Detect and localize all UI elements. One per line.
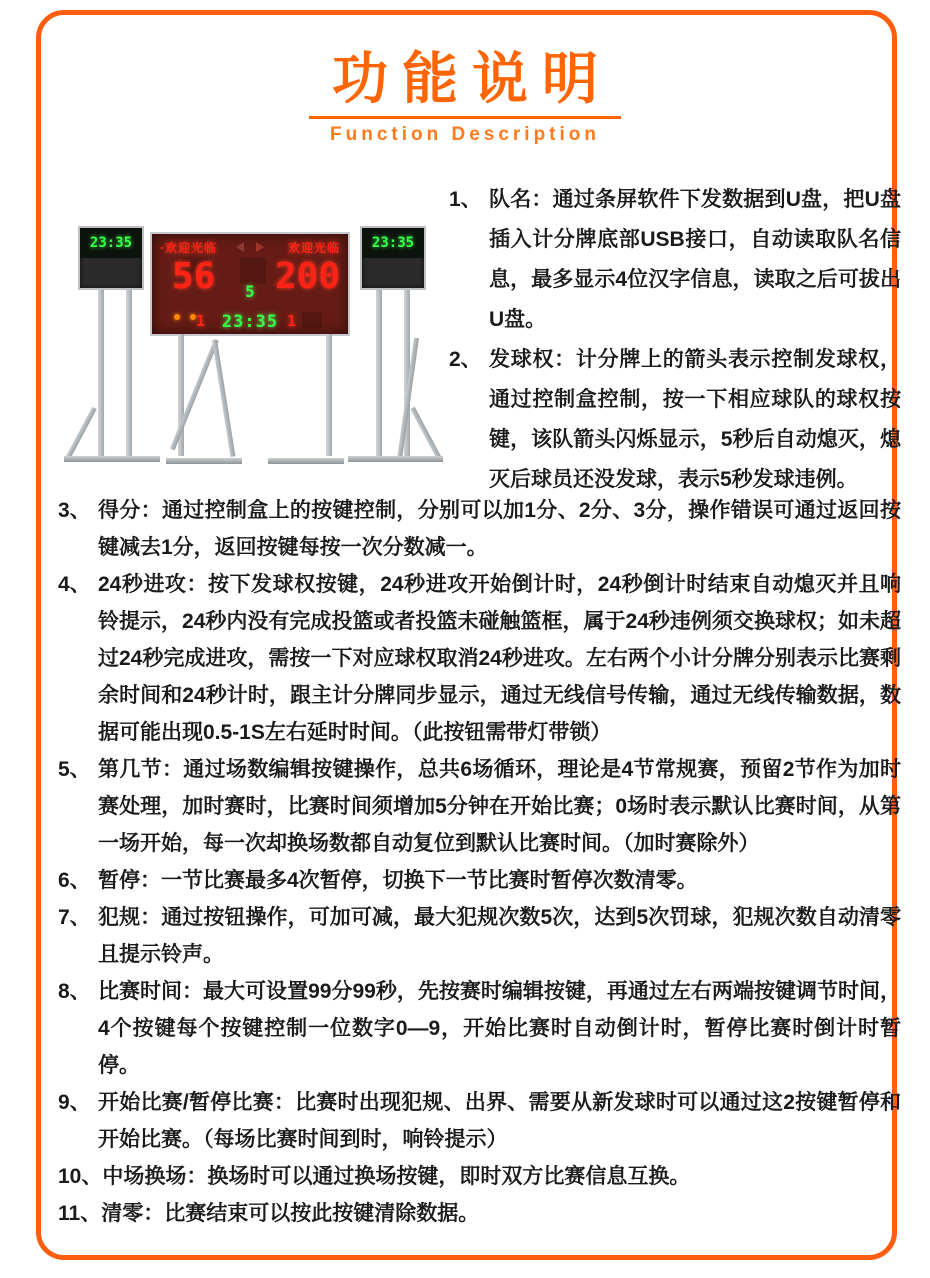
function-item-10: [58, 1158, 901, 1195]
function-list-full-column: [58, 492, 901, 1232]
stand-foot: [166, 458, 242, 464]
serve-arrow-left-icon: [236, 242, 244, 252]
unlit-module: [302, 312, 322, 328]
item-text: 清零：比赛结束可以按此按键清除数据。: [101, 1202, 480, 1225]
page-subtitle: Function Description: [330, 123, 600, 145]
stand-post: [98, 290, 104, 456]
item-number: 2、: [449, 348, 482, 371]
item-text: 发球权：计分牌上的箭头表示控制发球权，通过控制盒控制，按一下相应球队的球权按键，该队箭头闪烁显示，5秒后自动熄灭，熄灭后球员还没发球，表示5秒发球违例。: [489, 348, 901, 491]
right-aux-display: [360, 226, 426, 290]
left-aux-time: 23:35: [80, 228, 142, 258]
function-item-5: [58, 751, 901, 862]
main-scoreboard: [150, 232, 350, 336]
item-text: 中场换场：换场时可以通过换场按键，即时双方比赛信息互换。: [102, 1165, 691, 1188]
stand-brace: [410, 407, 443, 462]
function-item-7: [58, 899, 901, 973]
item-number: 5、: [58, 758, 91, 781]
item-number: 8、: [58, 980, 91, 1003]
item-text: 开始比赛/暂停比赛：比赛时出现犯规、出界、需要从新发球时可以通过这2按键暂停和开始比赛。（每场比赛时间到时，响铃提示）: [98, 1091, 901, 1151]
stand-brace: [212, 340, 235, 457]
item-number: 3、: [58, 499, 91, 522]
game-time: 23:35: [221, 312, 279, 332]
function-item-1: [449, 180, 901, 340]
item-text: 第几节：通过场数编辑按键操作，总共6场循环，理论是4节常规赛，预留2节作为加时赛处理，加时赛时，比赛时间须增加5分钟在开始比赛；0场时表示默认比赛时间，从第一场开始，每一次却换场数都自动复位到默认比赛时间。（加时赛除外）: [98, 758, 901, 855]
stand-foot: [348, 456, 443, 462]
item-text: 得分：通过控制盒上的按键控制，分别可以加1分、2分、3分，操作错误可通过返回按键减去1分，返回按键每按一次分数减一。: [98, 499, 901, 559]
function-item-6: [58, 862, 901, 899]
left-aux-display: [78, 226, 144, 290]
item-number: 9、: [58, 1091, 91, 1114]
item-text: 暂停：一节比赛最多4次暂停，切换下一节比赛时暂停次数清零。: [98, 869, 698, 892]
item-text: 队名：通过条屏软件下发数据到U盘，把U盘插入计分牌底部USB接口，自动读取队名信息，最多显示4位汉字信息，读取之后可拔出U盘。: [489, 188, 901, 331]
item-text: 犯规：通过按钮操作，可加可减，最大犯规次数5次，达到5次罚球，犯规次数自动清零且提示铃声。: [98, 906, 901, 966]
function-item-11: [58, 1195, 901, 1232]
stand-post: [126, 290, 132, 456]
home-foul-count: 1: [196, 312, 206, 330]
item-text: 比赛时间：最大可设置99分99秒，先按赛时编辑按键，再通过左右两端按键调节时间，4个按键每个按键控制一位数字0—9，开始比赛时自动倒计时，暂停比赛时倒计时暂停。: [98, 980, 901, 1077]
guest-foul-count: 1: [286, 312, 296, 330]
item-text: 24秒进攻：按下发球权按键，24秒进攻开始倒计时，24秒倒计时结束自动熄灭并且响铃提示，24秒内没有完成投篮或者投篮未碰触篮框，属于24秒违例须交换球权；如未超过24秒完成进攻，需按一下对应球权取消24秒进攻。左右两个小计分牌分别表示比赛剩余时间和24秒计时，跟主计分牌同步显示，通过无线信号传输，通过无线传输数据，数据可能出现0.5-1S左右延时时间。（此按钮需带灯带锁）: [98, 573, 901, 744]
guest-team-name: 欢迎光临: [287, 241, 340, 255]
home-score: 56: [172, 256, 216, 297]
unlit-module: [240, 258, 266, 284]
item-number: 11、: [58, 1202, 102, 1225]
right-aux-time: 23:35: [362, 228, 424, 258]
function-item-4: [58, 566, 901, 751]
page-title: 功能说明: [332, 47, 612, 110]
stand-post: [326, 334, 332, 456]
function-item-2: [449, 340, 901, 500]
item-number: 4、: [58, 573, 91, 596]
page-header: [0, 48, 930, 146]
function-item-3: [58, 492, 901, 566]
stand-brace: [64, 407, 97, 462]
home-team-name: ·欢迎光临: [160, 241, 217, 255]
serve-arrow-right-icon: [256, 242, 264, 252]
function-item-9: [58, 1084, 901, 1158]
title-underline: [309, 116, 621, 119]
guest-score: 200: [274, 256, 340, 297]
stand-foot: [268, 458, 344, 464]
item-number: 7、: [58, 906, 91, 929]
stand-foot: [64, 456, 160, 462]
function-list-right-column: [449, 180, 901, 500]
stand-post: [376, 290, 382, 456]
timeout-dot: [174, 314, 180, 320]
item-number: 1、: [449, 188, 482, 211]
function-item-8: [58, 973, 901, 1084]
product-photo: [62, 218, 445, 490]
shot-clock: 5: [245, 282, 255, 301]
item-number: 6、: [58, 869, 91, 892]
item-number: 10、: [58, 1165, 103, 1188]
